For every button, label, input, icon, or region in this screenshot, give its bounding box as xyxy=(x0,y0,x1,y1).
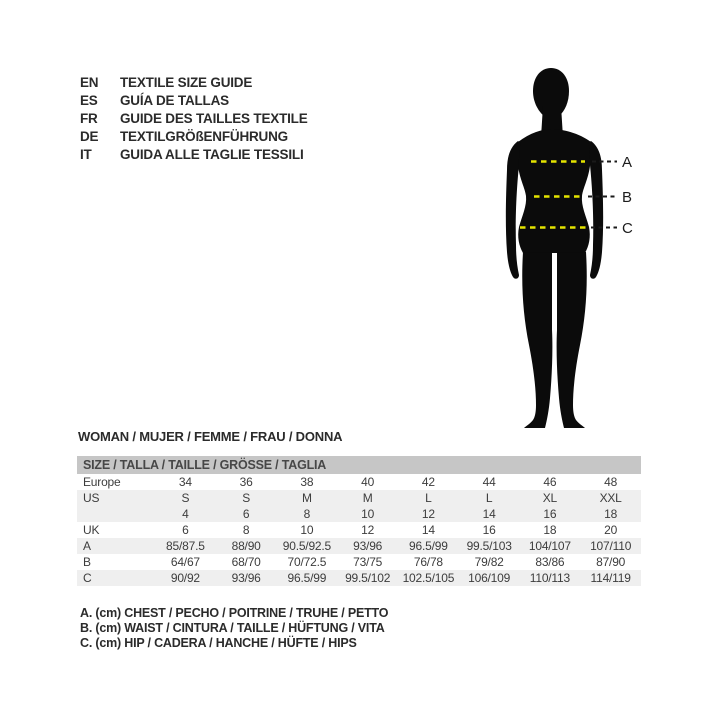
size-value: 90/92 xyxy=(170,571,200,585)
size-value: 8 xyxy=(303,507,311,521)
size-value: 48 xyxy=(604,475,618,489)
size-table-rows xyxy=(77,474,641,586)
size-value: 12 xyxy=(421,507,435,521)
language-title: GUÍA DE TALLAS xyxy=(120,93,229,108)
size-value: 106/109 xyxy=(468,571,511,585)
size-value: L xyxy=(485,491,493,505)
language-row xyxy=(80,146,308,164)
size-value: 6 xyxy=(182,523,189,537)
size-value: 68/70 xyxy=(231,555,261,569)
table-row xyxy=(77,490,641,506)
language-row xyxy=(80,74,308,92)
size-value: 14 xyxy=(421,523,435,537)
row-label: Europe xyxy=(83,475,121,489)
size-value: 34 xyxy=(178,475,192,489)
size-value: 12 xyxy=(361,523,375,537)
woman-silhouette xyxy=(506,68,603,428)
size-value: 38 xyxy=(300,475,314,489)
silhouette-torso xyxy=(517,129,592,253)
size-value: 6 xyxy=(242,507,250,521)
row-label: C xyxy=(83,571,92,585)
size-value: 64/67 xyxy=(170,555,200,569)
marker-label-a: A xyxy=(622,154,632,171)
size-value: 83/86 xyxy=(535,555,565,569)
size-value: 4 xyxy=(182,507,189,521)
size-value: 90.5/92.5 xyxy=(282,539,331,553)
language-list xyxy=(80,74,308,164)
gender-title: WOMAN / MUJER / FEMME / FRAU / DONNA xyxy=(78,429,343,444)
table-row xyxy=(77,554,641,570)
language-code: IT xyxy=(80,147,92,162)
size-value: 93/96 xyxy=(231,571,261,585)
language-code: EN xyxy=(80,75,99,90)
size-value: 10 xyxy=(361,507,375,521)
size-value: 96.5/99 xyxy=(287,571,327,585)
language-title: TEXTILE SIZE GUIDE xyxy=(120,75,253,90)
table-row xyxy=(77,474,641,490)
marker-label-c: C xyxy=(622,220,633,237)
language-code: DE xyxy=(80,129,99,144)
size-value: 14 xyxy=(482,507,496,521)
size-value: M xyxy=(301,491,312,505)
size-value: XL xyxy=(542,491,558,505)
size-value: 107/110 xyxy=(590,539,632,553)
language-row xyxy=(80,92,308,110)
row-label: UK xyxy=(83,523,100,537)
size-table xyxy=(77,456,641,586)
silhouette-right-leg xyxy=(557,252,587,428)
language-row xyxy=(80,110,308,128)
size-value: 36 xyxy=(239,475,253,489)
table-row xyxy=(77,522,641,538)
legend-line: A. (cm) CHEST / PECHO / POITRINE / TRUHE / PETTO xyxy=(80,606,389,620)
row-label: A xyxy=(83,539,91,553)
legend-line: C. (cm) HIP / CADERA / HANCHE / HÜFTE / HIPS xyxy=(80,636,357,650)
size-value: 46 xyxy=(543,475,557,489)
row-label: US xyxy=(83,491,100,505)
size-value: 16 xyxy=(482,523,496,537)
size-value: 99.5/103 xyxy=(466,539,512,553)
size-value: 42 xyxy=(421,475,435,489)
size-table-header: SIZE / TALLA / TAILLE / GRÖSSE / TAGLIA xyxy=(77,456,641,474)
table-row xyxy=(77,506,641,522)
legend-line: B. (cm) WAIST / CINTURA / TAILLE / HÜFTUNG / VITA xyxy=(80,621,385,635)
silhouette-left-arm xyxy=(506,141,521,279)
size-value: L xyxy=(425,491,432,505)
size-value: 88/90 xyxy=(231,539,261,553)
size-value: 110/113 xyxy=(529,571,570,585)
size-value: 18 xyxy=(604,507,618,521)
marker-label-b: B xyxy=(622,189,632,206)
silhouette-left-leg xyxy=(522,252,552,428)
size-value: 20 xyxy=(604,523,618,537)
size-value: 44 xyxy=(482,475,496,489)
size-value: 85/87.5 xyxy=(166,539,205,553)
language-title: GUIDE DES TAILLES TEXTILE xyxy=(120,111,308,126)
table-row xyxy=(77,538,641,554)
size-value: 40 xyxy=(361,475,375,489)
row-label: B xyxy=(83,555,91,569)
size-value: 87/90 xyxy=(596,555,626,569)
size-value: 96.5/99 xyxy=(409,539,448,553)
size-value: 16 xyxy=(543,507,557,521)
language-title: TEXTILGRÖßENFÜHRUNG xyxy=(120,129,288,144)
language-row xyxy=(80,128,308,146)
size-value: 114/119 xyxy=(590,571,631,585)
size-value: 8 xyxy=(242,523,250,537)
size-value: S xyxy=(181,491,190,505)
measurement-legend xyxy=(80,606,388,651)
woman-silhouette-figure xyxy=(490,60,650,435)
size-value: 18 xyxy=(543,523,557,537)
size-value: XXL xyxy=(599,491,622,505)
row-label xyxy=(77,506,155,522)
size-value: 102.5/105 xyxy=(402,571,455,585)
size-value: M xyxy=(362,491,373,505)
language-code: FR xyxy=(80,111,98,126)
size-value: 79/82 xyxy=(474,555,504,569)
size-value: S xyxy=(242,491,251,505)
size-value: 73/75 xyxy=(353,555,383,569)
size-value: 10 xyxy=(300,523,314,537)
size-value: 70/72.5 xyxy=(287,555,327,569)
size-value: 93/96 xyxy=(353,539,383,553)
size-value: 99.5/102 xyxy=(345,571,391,585)
language-code: ES xyxy=(80,93,98,108)
table-row xyxy=(77,570,641,586)
size-value: 76/78 xyxy=(413,555,443,569)
size-value: 104/107 xyxy=(528,539,571,553)
language-title: GUIDA ALLE TAGLIE TESSILI xyxy=(120,147,304,162)
